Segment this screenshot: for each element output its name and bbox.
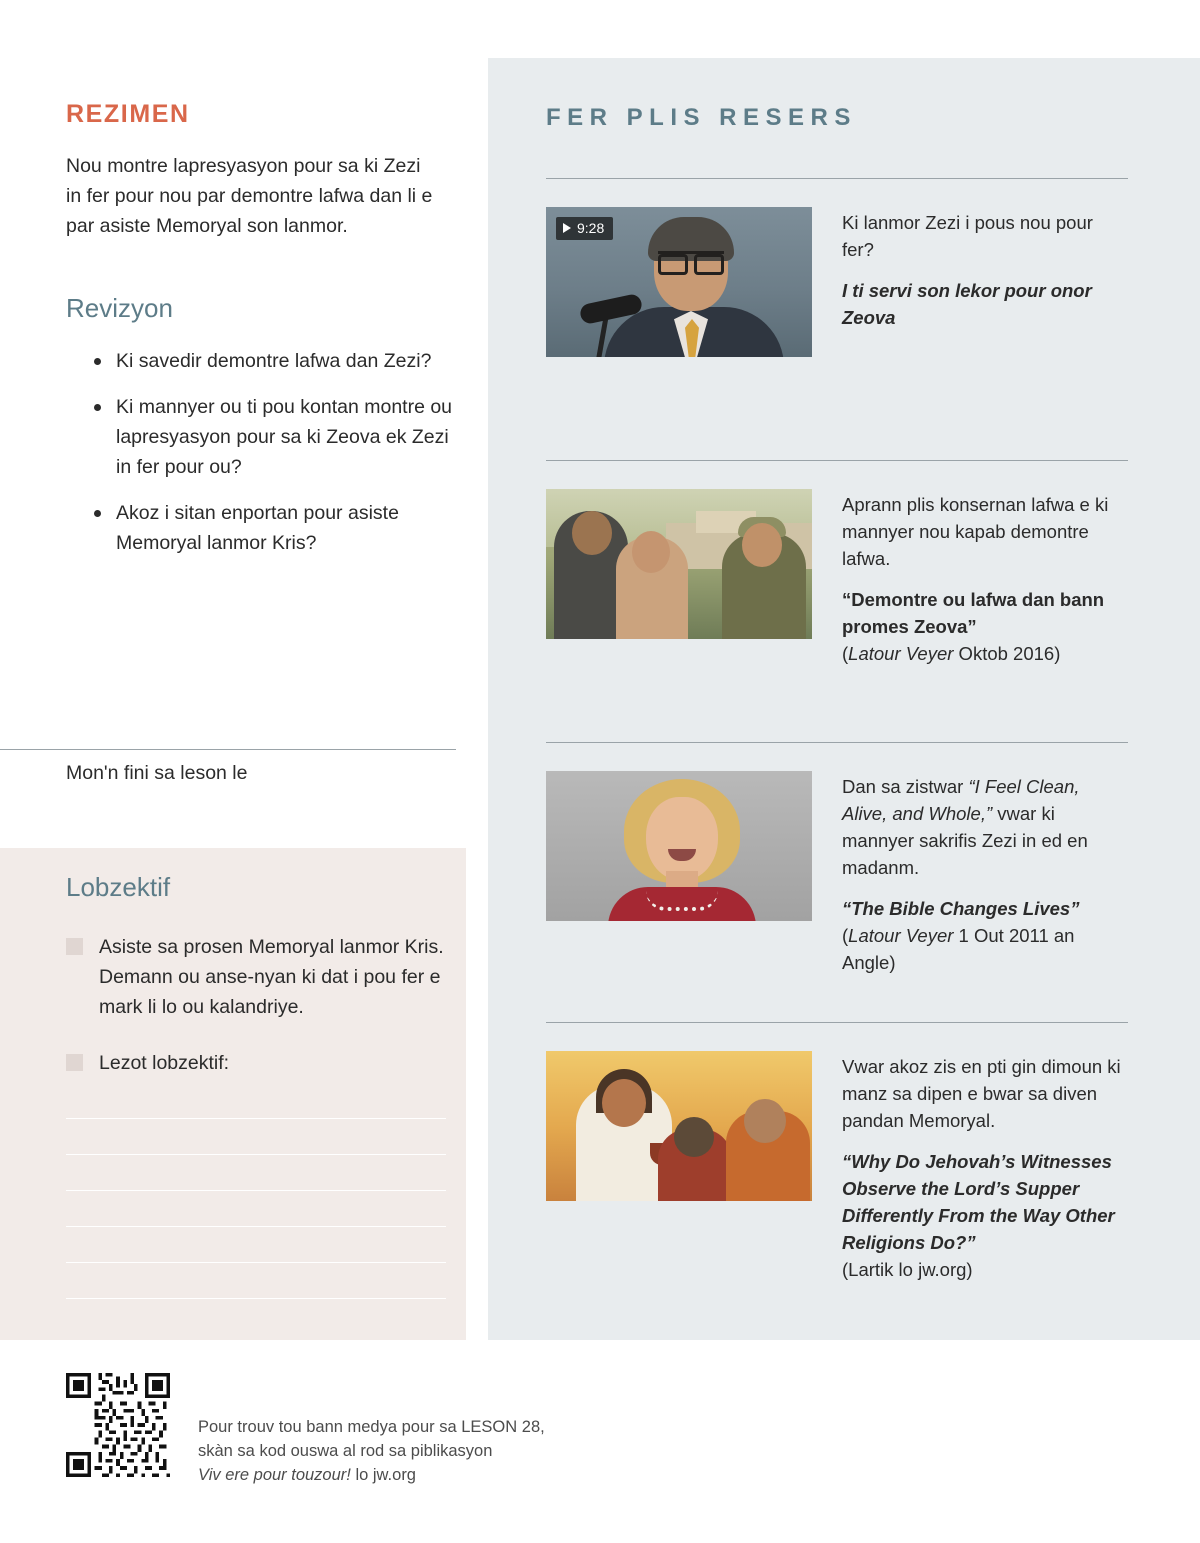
goal-label: Lezot lobzektif: bbox=[99, 1052, 230, 1074]
goals-list bbox=[66, 932, 446, 1104]
paren-open: ( bbox=[842, 925, 849, 946]
summary-section bbox=[66, 100, 466, 574]
lesson-finished-label: Mon'n fini sa leson le bbox=[66, 762, 248, 784]
review-question-list bbox=[66, 346, 466, 558]
review-question: Ki savedir demontre lafwa dan Zezi? bbox=[94, 346, 466, 376]
goals-title: Lobzektif bbox=[66, 872, 171, 902]
apostle-one-head bbox=[674, 1117, 714, 1157]
divider bbox=[0, 749, 456, 750]
summary-body: Nou montre lapresyasyon pour sa ki Zezi in fer pour nou par demontre lafwa dan li e par asiste Memoryal son lanmor. bbox=[66, 155, 433, 237]
goal-checkbox[interactable] bbox=[66, 1054, 83, 1071]
entry-source bbox=[842, 922, 1128, 976]
goal-checkbox[interactable] bbox=[66, 938, 83, 955]
study-entry-text bbox=[842, 489, 1128, 667]
entry-citation: “The Bible Changes Lives” bbox=[842, 898, 1080, 919]
entry-citation: “Why Do Jehovah’s Witnesses Observe the Lord’s Supper Differently From the Way Other Religions Do?” bbox=[842, 1151, 1115, 1253]
video-thumbnail[interactable] bbox=[546, 207, 812, 357]
footer-line-3 bbox=[198, 1463, 545, 1487]
review-question: Akoz i sitan enportan pour asiste Memoryal lanmor Kris? bbox=[94, 498, 466, 558]
entry-source: (Lartik lo jw.org) bbox=[842, 1259, 973, 1280]
study-entry-memorial-article bbox=[546, 1022, 1128, 1283]
necklace bbox=[646, 891, 718, 911]
divider bbox=[546, 178, 1128, 179]
publication-title: Viv ere pour touzour! bbox=[198, 1466, 351, 1484]
review-title: Revizyon bbox=[66, 293, 173, 323]
publication-date: 1 Out 2011 an Angle bbox=[842, 925, 1075, 973]
divider bbox=[546, 1022, 1128, 1023]
publication-name: Latour Veyer bbox=[848, 643, 954, 664]
entry-lead bbox=[842, 773, 1128, 881]
play-icon bbox=[563, 223, 571, 233]
figure-middle-head bbox=[632, 531, 670, 573]
qr-code[interactable] bbox=[66, 1373, 170, 1477]
write-line[interactable] bbox=[66, 1118, 446, 1119]
study-entry-faith-article bbox=[546, 460, 1128, 667]
video-duration-badge bbox=[556, 217, 613, 240]
article-thumbnail[interactable] bbox=[546, 489, 812, 639]
jesus-head bbox=[602, 1079, 646, 1127]
study-entry-text bbox=[842, 771, 1128, 976]
figure-right-head bbox=[742, 523, 782, 567]
figure-left-head bbox=[572, 511, 612, 555]
write-line[interactable] bbox=[66, 1226, 446, 1227]
write-in-lines[interactable] bbox=[66, 1118, 446, 1334]
entry-lead: Ki lanmor Zezi i pous nou pour fer? bbox=[842, 212, 1093, 260]
publication-name: Latour Veyer bbox=[848, 925, 954, 946]
entry-lead: Aprann plis konsernan lafwa e ki mannyer nou kapab demontre lafwa. bbox=[842, 494, 1109, 569]
study-entry-video bbox=[546, 178, 1128, 357]
entry-lead: Vwar akoz zis en pti gin dimoun ki manz sa dipen e bwar sa diven pandan Memoryal. bbox=[842, 1056, 1121, 1131]
entry-citation: I ti servi son lekor pour onor Zeova bbox=[842, 280, 1092, 328]
lead-suffix: vwar ki mannyer sakrifis Zezi in ed en madanm. bbox=[842, 803, 1088, 878]
goal-item[interactable] bbox=[66, 932, 446, 1022]
paren-open: ( bbox=[842, 643, 849, 664]
study-entry-text bbox=[842, 1051, 1128, 1283]
footer-line-1: Pour trouv tou bann medya pour sa LESON 28, bbox=[198, 1418, 545, 1436]
memorial-thumbnail[interactable] bbox=[546, 1051, 812, 1201]
write-line[interactable] bbox=[66, 1190, 446, 1191]
publication-date: Oktob 2016 bbox=[953, 643, 1055, 664]
glasses-icon bbox=[658, 251, 724, 269]
review-question: Ki mannyer ou ti pou kontan montre ou lapresyasyon pour sa ki Zeova ek Zezi in fer pour ou? bbox=[94, 392, 466, 482]
study-section-title: FER PLIS RESERS bbox=[546, 104, 857, 131]
study-entry-text bbox=[842, 207, 1128, 357]
woman-face bbox=[646, 797, 718, 881]
study-entry-experience bbox=[546, 742, 1128, 976]
lead-prefix: Dan sa zistwar bbox=[842, 776, 969, 797]
footer-site: lo jw.org bbox=[350, 1466, 416, 1484]
paren-close: ) bbox=[1054, 643, 1061, 664]
experience-thumbnail[interactable] bbox=[546, 771, 812, 921]
video-duration: 9:28 bbox=[577, 220, 605, 236]
entry-citation: “Demontre ou lafwa dan bann promes Zeova” bbox=[842, 589, 1105, 637]
write-line[interactable] bbox=[66, 1298, 446, 1299]
divider bbox=[546, 742, 1128, 743]
footer-line-2: skàn sa kod ouswa al rod sa piblikasyon bbox=[198, 1442, 493, 1460]
story-title: “I Feel Clean, Alive, and Whole,” bbox=[842, 776, 1080, 824]
write-line[interactable] bbox=[66, 1262, 446, 1263]
write-line[interactable] bbox=[66, 1154, 446, 1155]
divider bbox=[546, 460, 1128, 461]
paren-close: ) bbox=[889, 952, 896, 973]
goal-item[interactable] bbox=[66, 1048, 446, 1078]
summary-title: REZIMEN bbox=[66, 100, 190, 128]
goal-label: Asiste sa prosen Memoryal lanmor Kris. Demann ou anse-nyan ki dat i pou fer e mark li lo ou kalandriye. bbox=[99, 936, 444, 1018]
apostle-two-head bbox=[744, 1099, 786, 1143]
entry-source bbox=[842, 640, 1128, 667]
footer-instructions bbox=[198, 1415, 545, 1487]
